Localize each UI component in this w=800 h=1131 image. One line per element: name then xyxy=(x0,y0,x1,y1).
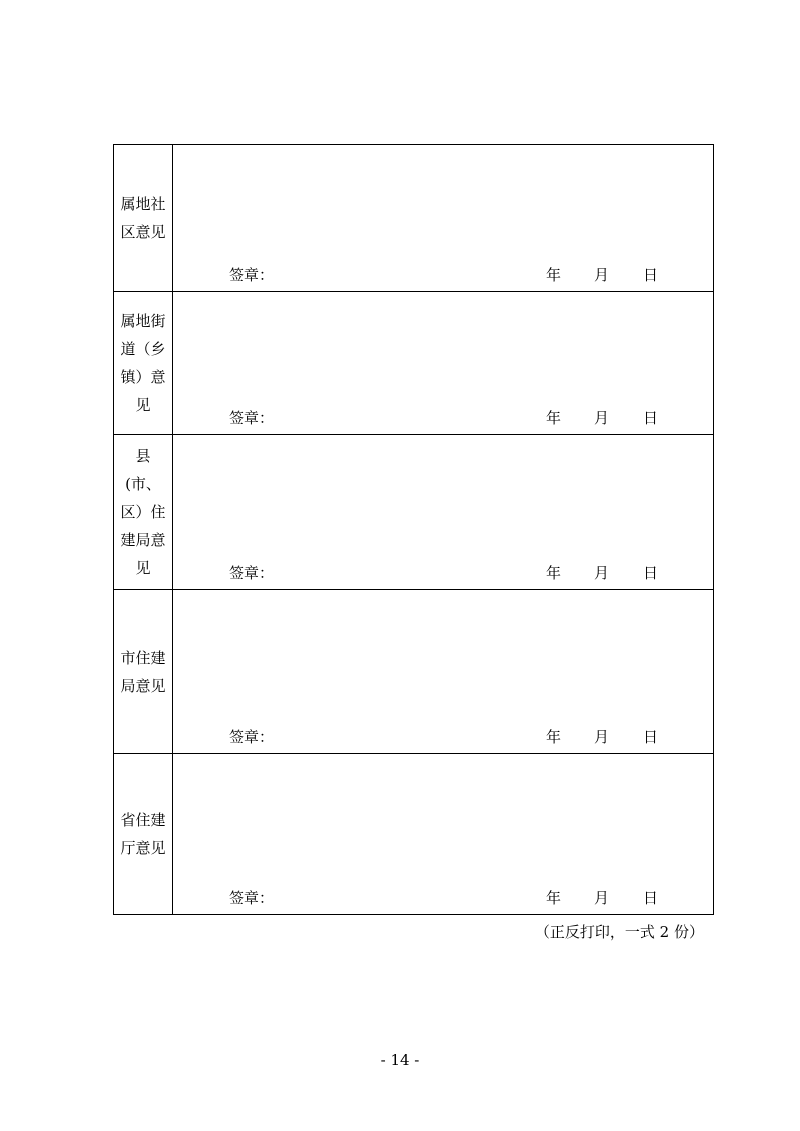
date-year-label: 年 xyxy=(546,266,562,284)
opinion-form-table xyxy=(113,144,714,915)
row-label-cell xyxy=(114,292,173,435)
opinion-row-street xyxy=(114,292,714,435)
date-month-label: 月 xyxy=(594,266,610,284)
row-label: 属地街道（乡镇）意见 xyxy=(120,312,166,414)
opinion-content-area[interactable] xyxy=(173,145,714,292)
row-label-cell xyxy=(114,754,173,915)
signature-label: 签章： xyxy=(229,564,275,582)
page-number: - 14 - xyxy=(380,1051,420,1069)
opinion-row-city-housing xyxy=(114,590,714,754)
date-month-label: 月 xyxy=(594,564,610,582)
date-day-label: 日 xyxy=(643,728,659,746)
date-month-label: 月 xyxy=(594,728,610,746)
row-label-cell xyxy=(114,435,173,590)
row-label: 省住建厅意见 xyxy=(120,811,166,857)
row-label-cell xyxy=(114,145,173,292)
opinion-row-county-housing xyxy=(114,435,714,590)
signature-label: 签章： xyxy=(229,728,275,746)
opinion-row-province-housing xyxy=(114,754,714,915)
date-day-label: 日 xyxy=(643,266,659,284)
row-label: 市住建局意见 xyxy=(120,648,166,695)
date-year-label: 年 xyxy=(546,728,562,746)
date-day-label: 日 xyxy=(643,564,659,582)
signature-label: 签章： xyxy=(229,409,275,427)
signature-label: 签章： xyxy=(229,889,275,907)
date-year-label: 年 xyxy=(546,409,562,427)
opinion-row-community xyxy=(114,145,714,292)
signature-label: 签章： xyxy=(229,266,275,284)
opinion-content-area[interactable] xyxy=(173,754,714,915)
date-day-label: 日 xyxy=(643,409,659,427)
date-year-label: 年 xyxy=(546,564,562,582)
row-label-cell xyxy=(114,590,173,754)
date-day-label: 日 xyxy=(643,889,659,907)
opinion-content-area[interactable] xyxy=(173,590,714,754)
print-instruction-note: （正反打印，一式 2 份） xyxy=(534,923,704,941)
row-label: 县(市、区）住建局意见 xyxy=(120,447,166,577)
date-year-label: 年 xyxy=(546,889,562,907)
date-month-label: 月 xyxy=(594,409,610,427)
opinion-content-area[interactable] xyxy=(173,435,714,590)
row-label: 属地社区意见 xyxy=(120,195,166,241)
opinion-content-area[interactable] xyxy=(173,292,714,435)
date-month-label: 月 xyxy=(594,889,610,907)
